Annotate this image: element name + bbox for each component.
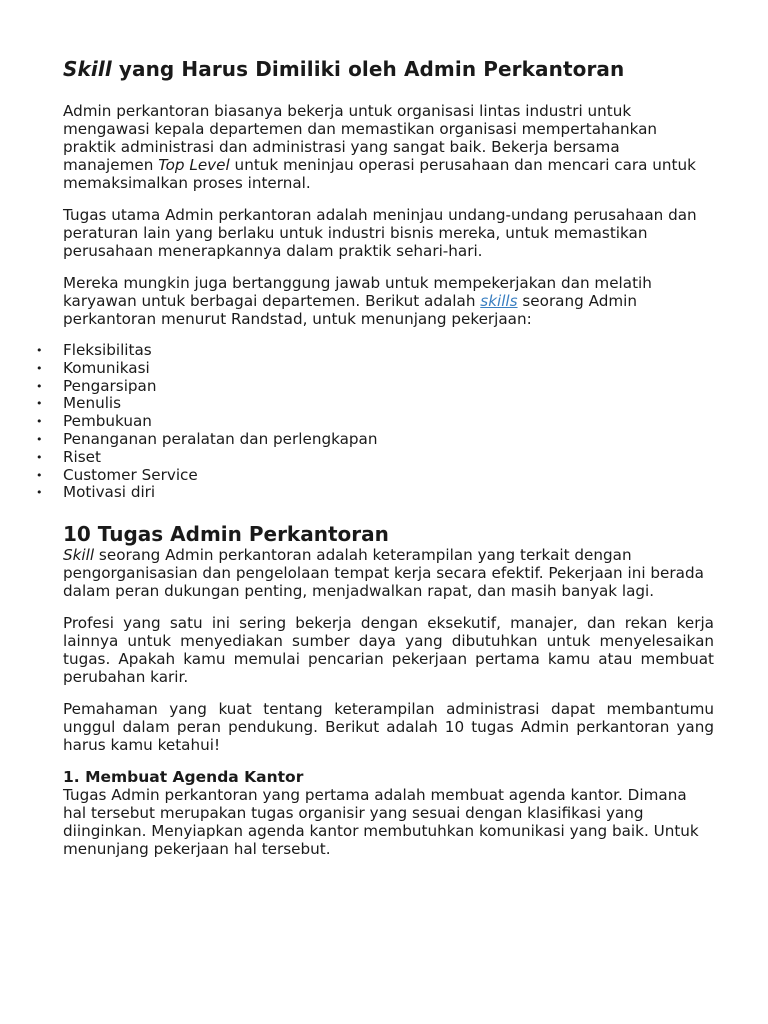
title-italic: Skill — [63, 57, 112, 81]
intro-paragraph-2: Tugas utama Admin perkantoran adalah meninjau undang-undang perusahaan dan peraturan lain yang berlaku untuk industri bisnis mereka, untuk memastikan perusahaan menerapkannya dalam praktik sehari-hari. — [63, 206, 697, 260]
bullet-icon: • — [36, 450, 43, 464]
title-rest: yang Harus Dimiliki oleh Admin Perkantoran — [111, 57, 625, 81]
list-item-label: Riset — [63, 447, 101, 466]
list-item — [36, 465, 714, 485]
intro-p3-text-a: Mereka mungkin juga bertanggung jawab untuk mempekerjakan dan melatih karyawan untuk berbagai departemen. Berikut adalah — [63, 274, 652, 310]
bullet-icon: • — [36, 344, 43, 357]
list-item-label: Pembukuan — [63, 412, 152, 431]
section-paragraph-3: Pemahaman yang kuat tentang keterampilan administrasi dapat membantumu unggul dalam peran pendukung. Berikut adalah 10 tugas Admin perkantoran yang harus kamu ketahui! — [63, 700, 714, 755]
list-item-label: Menulis — [63, 394, 122, 413]
list-item — [36, 483, 714, 502]
list-item — [36, 394, 714, 413]
bullet-icon: • — [36, 432, 43, 446]
list-item — [36, 358, 714, 378]
list-item — [36, 376, 714, 396]
list-item-label: Penanganan peralatan dan perlengkapan — [63, 429, 378, 448]
bullet-icon: • — [36, 486, 43, 500]
intro-paragraph-3 — [63, 274, 714, 328]
list-item — [36, 412, 714, 431]
list-item — [36, 429, 714, 449]
bullet-icon: • — [36, 415, 43, 429]
bullet-icon: • — [36, 361, 43, 375]
skills-list — [36, 341, 714, 502]
section-paragraph-1 — [63, 546, 714, 600]
section-paragraph-2: Profesi yang satu ini sering bekerja dengan eksekutif, manajer, dan rekan kerja lainnya untuk menyediakan sumber daya yang dibutuhkan untuk menyelesaikan tugas. Apakah kamu memulai pencarian pekerjaan pertama kamu atau membuat perubahan karir. — [63, 614, 714, 687]
section-heading: 10 Tugas Admin Perkantoran — [63, 522, 389, 547]
list-item-label: Motivasi diri — [63, 483, 156, 502]
subsection-heading: 1. Membuat Agenda Kantor — [63, 768, 304, 787]
skills-link[interactable]: skills — [480, 292, 518, 310]
intro-paragraph-1 — [63, 102, 714, 192]
intro-p1-italic: Top Level — [158, 156, 230, 174]
list-item — [36, 447, 714, 467]
list-item-label: Fleksibilitas — [63, 341, 152, 359]
bullet-icon: • — [36, 379, 43, 393]
list-item-label: Customer Service — [63, 465, 198, 484]
page-title — [63, 56, 714, 82]
intro-p1-text-b: untuk meninjau operasi perusahaan dan mencari cara untuk memaksimalkan proses internal. — [63, 156, 696, 192]
intro-p1-text-a: Admin perkantoran biasanya bekerja untuk organisasi lintas industri untuk mengawasi kepala departemen dan memastikan organisasi mempertahankan praktik administrasi dan administrasi yang sangat baik. Bekerja bersama manajemen — [63, 102, 658, 174]
subsection-paragraph-1: Tugas Admin perkantoran yang pertama adalah membuat agenda kantor. Dimana hal tersebut merupakan tugas organisir yang sesuai dengan klasifikasi yang diinginkan. Menyiapkan agenda kantor membutuhkan komunikasi yang baik. Untuk menunjang pekerjaan hal tersebut. — [63, 786, 699, 859]
list-item — [36, 341, 714, 360]
list-item-label: Pengarsipan — [63, 376, 157, 395]
section-p1-text: seorang Admin perkantoran adalah keterampilan yang terkait dengan pengorganisasian dan pengelolaan tempat kerja secara efektif. Pekerjaan ini berada dalam peran dukungan penting, menjadwalkan rapat, dan masih banyak lagi. — [63, 546, 704, 601]
list-item-label: Komunikasi — [63, 358, 150, 377]
bullet-icon: • — [36, 397, 43, 411]
section-p1-italic: Skill — [63, 546, 95, 565]
bullet-icon: • — [36, 468, 43, 482]
intro-p3-text-b: seorang Admin perkantoran menurut Randstad, untuk menunjang pekerjaan: — [63, 292, 637, 328]
